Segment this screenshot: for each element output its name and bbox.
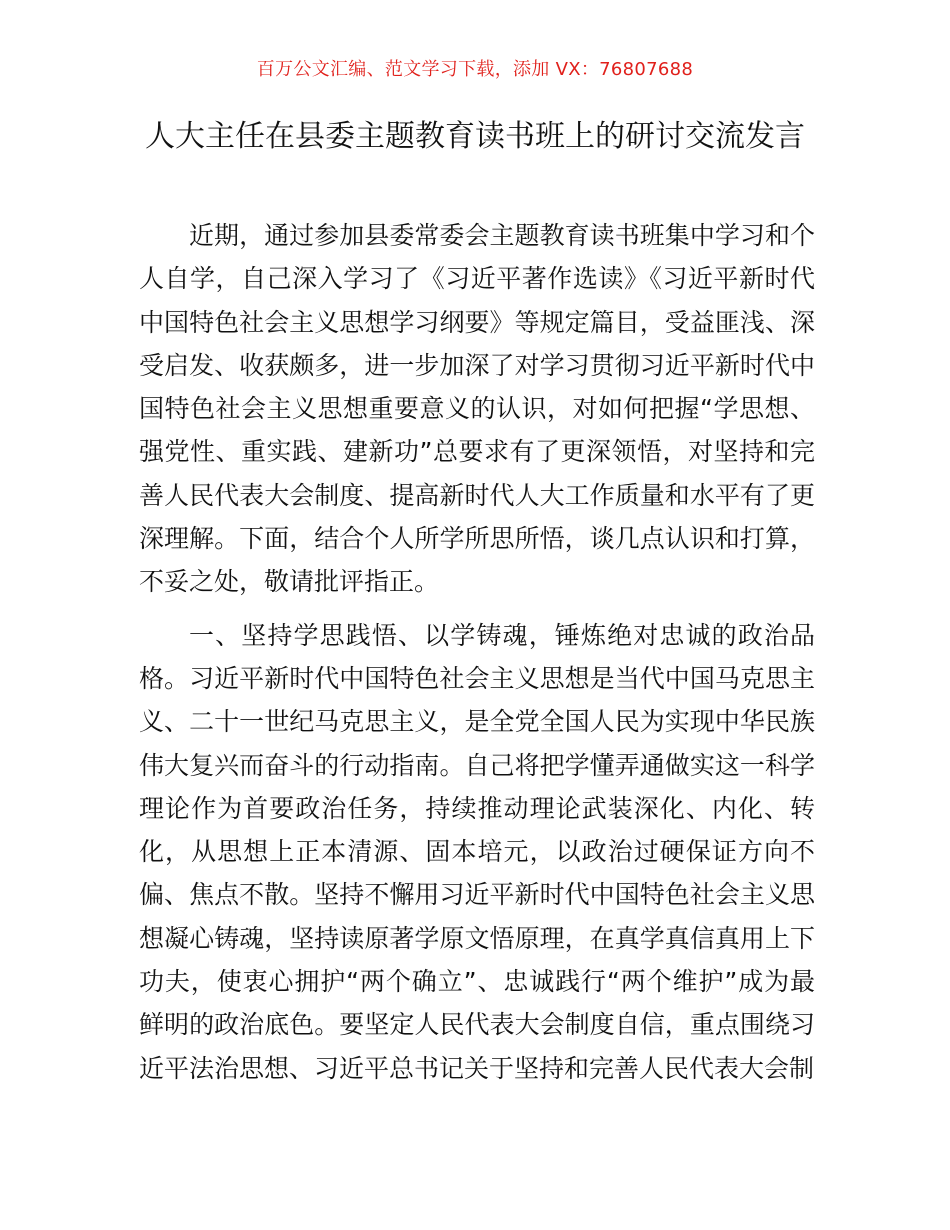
promo-banner: 百万公文汇编、范文学习下载，添加 VX：76807688 [256,59,694,80]
document-body [139,214,815,1100]
document-title: 人大主任在县委主题教育读书班上的研讨交流发言 [145,119,805,154]
paragraph-intro: 近期，通过参加县委常委会主题教育读书班集中学习和个人自学，自己深入学习了《习近平著作选读》《习近平新时代中国特色社会主义思想学习纲要》等规定篇目，受益匪浅、深受启发、收获颇多，进一步加深了对学习贯彻习近平新时代中国特色社会主义思想重要意义的认识，对如何把握“学思想、强党性、重实践、建新功”总要求有了更深领悟，对坚持和完善人民代表大会制度、提高新时代人大工作质量和水平有了更深理解。下面，结合个人所学所思所悟，谈几点认识和打算，不妥之处，敬请批评指正。 [139,221,815,597]
paragraph-section-one: 一、坚持学思践悟、以学铸魂，锤炼绝对忠诚的政治品格。习近平新时代中国特色社会主义思想是当代中国马克思主义、二十一世纪马克思主义，是全党全国人民为实现中华民族伟大复兴而奋斗的行动指南。自己将把学懂弄通做实这一科学理论作为首要政治任务，持续推动理论武装深化、内化、转化，从思想上正本清源、固本培元，以政治过硬保证方向不偏、焦点不散。坚持不懈用习近平新时代中国特色社会主义思想凝心铸魂，坚持读原著学原文悟原理，在真学真信真用上下功夫，使衷心拥护“两个确立”、忠诚践行“两个维护”成为最鲜明的政治底色。要坚定人民代表大会制度自信，重点围绕习近平法治思想、习近平总书记关于坚持和完善人民代表大会制 [139,620,815,1083]
